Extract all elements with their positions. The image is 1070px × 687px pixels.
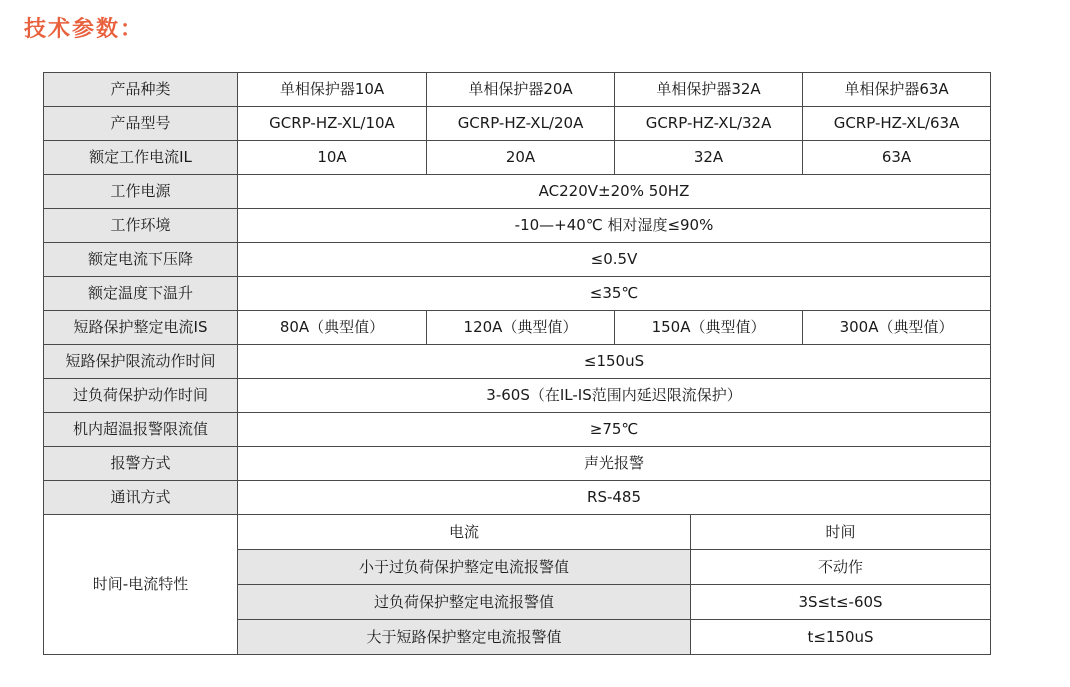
row-label: 产品种类: [44, 73, 238, 107]
table-row: [44, 515, 991, 550]
row-label: 过负荷保护动作时间: [44, 379, 238, 413]
table-cell: 不动作: [691, 550, 991, 585]
table-row: [44, 175, 991, 209]
row-label: 产品型号: [44, 107, 238, 141]
table-cell: 小于过负荷保护整定电流报警值: [238, 550, 691, 585]
table-row: [44, 481, 991, 515]
table-cell: 单相保护器20A: [427, 73, 615, 107]
table-row: [44, 379, 991, 413]
table-row: [44, 447, 991, 481]
table-row: [44, 209, 991, 243]
table-cell: GCRP-HZ-XL/10A: [238, 107, 427, 141]
row-label: 工作环境: [44, 209, 238, 243]
table-cell: t≤150uS: [691, 620, 991, 655]
table-row: [44, 141, 991, 175]
table-cell: 过负荷保护整定电流报警值: [238, 585, 691, 620]
spec-table: [43, 72, 991, 655]
row-label: 短路保护整定电流IS: [44, 311, 238, 345]
table-cell: ≤0.5V: [238, 243, 991, 277]
table-cell: RS-485: [238, 481, 991, 515]
table-cell: 300A（典型值）: [803, 311, 991, 345]
table-cell: 20A: [427, 141, 615, 175]
table-cell: 63A: [803, 141, 991, 175]
table-cell: ≤150uS: [238, 345, 991, 379]
table-cell: GCRP-HZ-XL/63A: [803, 107, 991, 141]
row-label: 额定电流下压降: [44, 243, 238, 277]
row-label: 报警方式: [44, 447, 238, 481]
row-label: 短路保护限流动作时间: [44, 345, 238, 379]
table-cell: ≥75℃: [238, 413, 991, 447]
row-label: 额定工作电流IL: [44, 141, 238, 175]
table-cell: 3S≤t≤-60S: [691, 585, 991, 620]
table-row: [44, 73, 991, 107]
table-cell: 单相保护器10A: [238, 73, 427, 107]
row-label: 时间-电流特性: [44, 515, 238, 655]
row-label: 额定温度下温升: [44, 277, 238, 311]
table-cell: 10A: [238, 141, 427, 175]
table-cell: 32A: [615, 141, 803, 175]
table-cell: 3-60S（在IL-IS范围内延迟限流保护）: [238, 379, 991, 413]
table-row: [44, 243, 991, 277]
row-label: 工作电源: [44, 175, 238, 209]
table-cell: AC220V±20% 50HZ: [238, 175, 991, 209]
table-row: [44, 413, 991, 447]
table-row: [44, 345, 991, 379]
table-cell: 大于短路保护整定电流报警值: [238, 620, 691, 655]
table-cell: GCRP-HZ-XL/32A: [615, 107, 803, 141]
row-label: 通讯方式: [44, 481, 238, 515]
table-cell: 单相保护器63A: [803, 73, 991, 107]
table-cell: 120A（典型值）: [427, 311, 615, 345]
table-cell: 80A（典型值）: [238, 311, 427, 345]
row-label: 机内超温报警限流值: [44, 413, 238, 447]
column-header: 电流: [238, 515, 691, 550]
table-cell: 声光报警: [238, 447, 991, 481]
table-row: [44, 107, 991, 141]
table-cell: GCRP-HZ-XL/20A: [427, 107, 615, 141]
table-cell: -10—+40℃ 相对湿度≤90%: [238, 209, 991, 243]
table-row: [44, 277, 991, 311]
page-title: 技术参数：: [24, 17, 145, 42]
table-cell: 单相保护器32A: [615, 73, 803, 107]
table-row: [44, 311, 991, 345]
table-cell: 150A（典型值）: [615, 311, 803, 345]
table-cell: ≤35℃: [238, 277, 991, 311]
column-header: 时间: [691, 515, 991, 550]
